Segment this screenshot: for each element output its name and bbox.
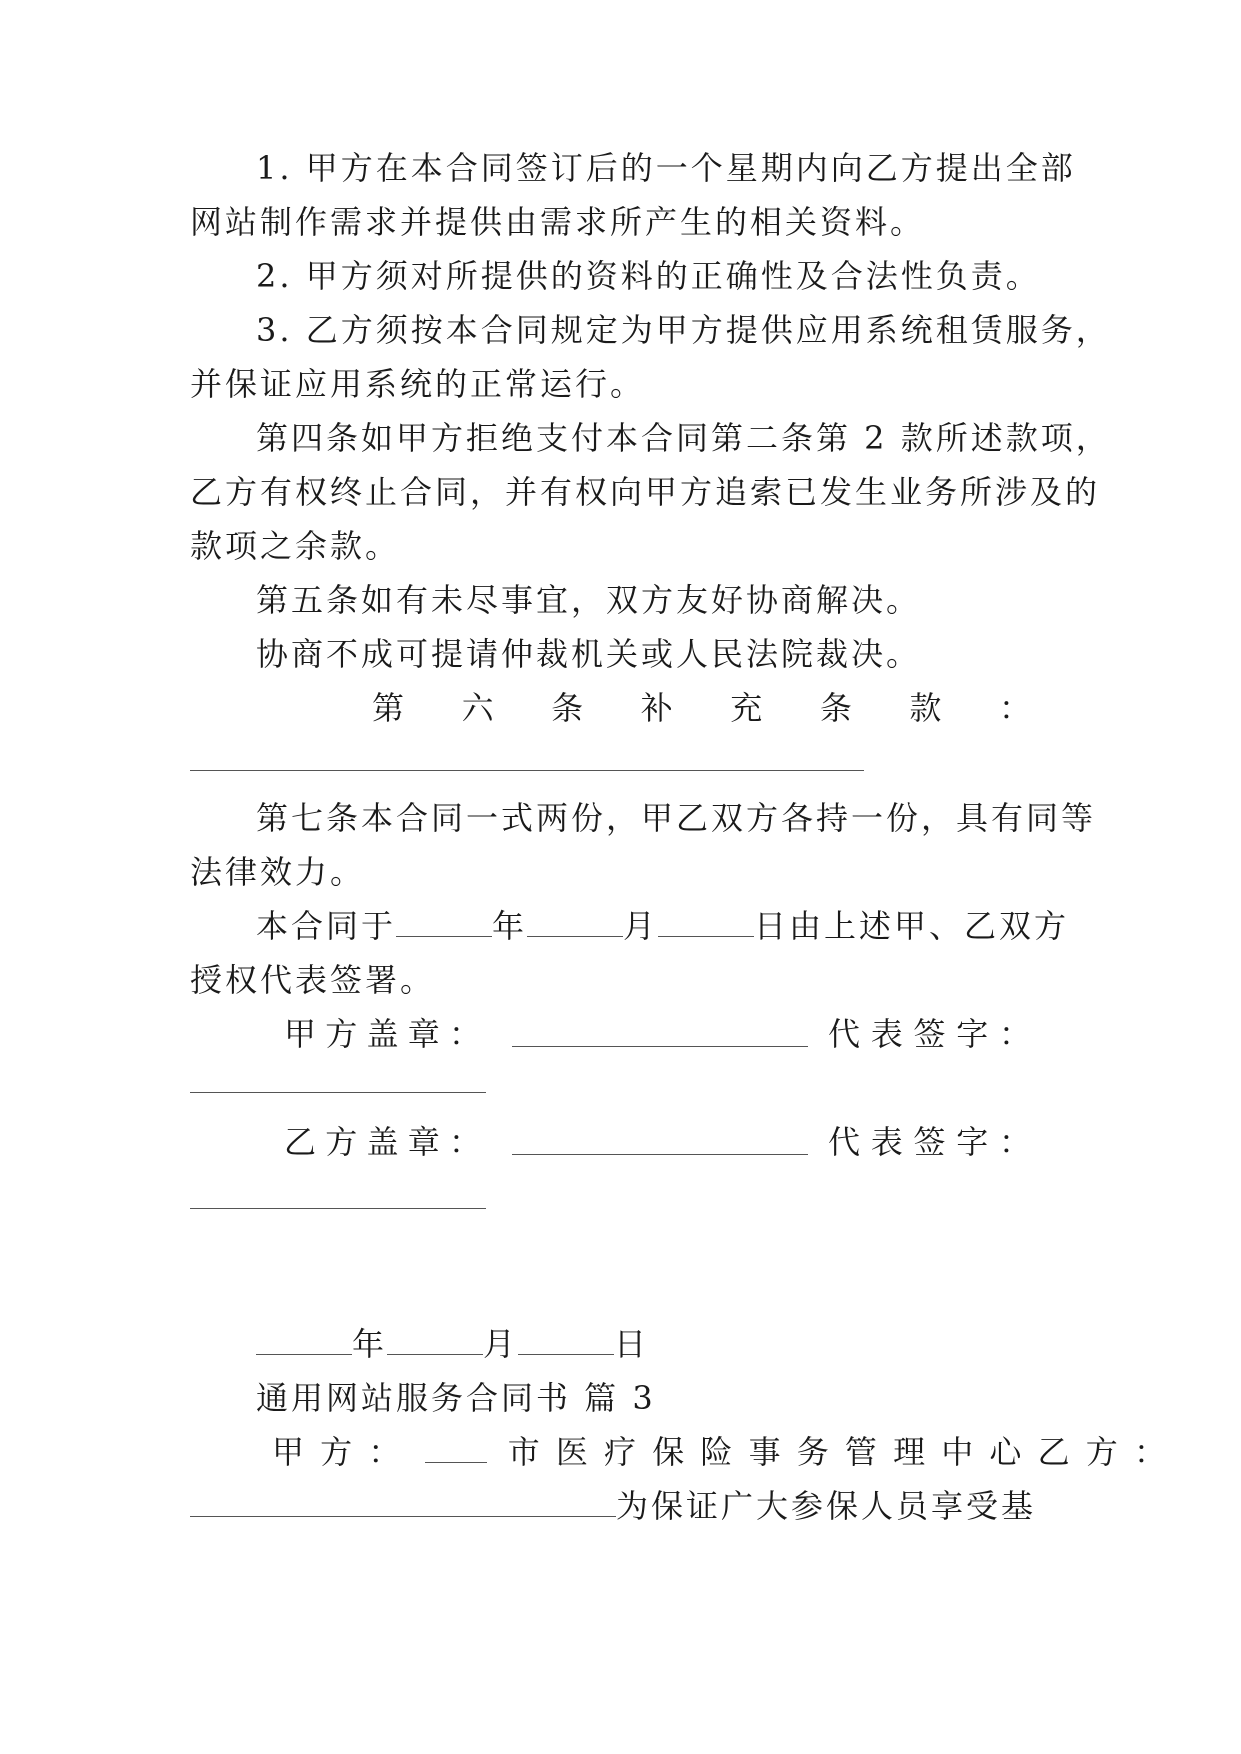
article-6-char: 第 <box>372 689 408 727</box>
party-a-signature-blank <box>190 1092 486 1093</box>
seal-char: 盖 <box>366 1015 402 1053</box>
seal-char: 方 <box>325 1123 361 1161</box>
paragraph-2-line-1: 2. 甲方须对所提供的资料的正确性及合法性负责。 <box>256 257 1041 295</box>
day-label: 日 <box>614 1325 650 1363</box>
article-5-line-2: 协商不成可提请仲裁机关或人民法院裁决。 <box>256 635 922 673</box>
seal-char: 章 <box>407 1015 443 1053</box>
month-label: 月 <box>623 907 659 945</box>
signing-date-suffix: 日由上述甲、乙双方 <box>754 907 1070 945</box>
party-b-seal-blank <box>512 1124 808 1155</box>
day-blank <box>518 1324 614 1355</box>
seal-char: 乙 <box>284 1123 320 1161</box>
article-4-line-1: 第四条如甲方拒绝支付本合同第二条第 2 款所述款项， <box>256 419 1111 457</box>
article-6-blank-line <box>190 770 864 771</box>
seal-char: 甲 <box>284 1015 320 1053</box>
paragraph-1-line-2: 网站制作需求并提供由需求所产生的相关资料。 <box>190 203 926 241</box>
seal-char: ： <box>448 1123 484 1161</box>
party-b-name-blank <box>190 1486 616 1517</box>
paragraph-1-line-1: 1. 甲方在本合同签订后的一个星期内向乙方提出全部 <box>256 149 1076 187</box>
article-6-char: ： <box>998 689 1034 727</box>
article-6-char: 条 <box>551 689 587 727</box>
year-blank <box>396 906 492 937</box>
party-b-seal-label <box>284 1122 484 1162</box>
party-b-signature-blank <box>190 1208 486 1209</box>
article-6-char: 条 <box>819 689 855 727</box>
article-7-line-2: 法律效力。 <box>190 853 366 891</box>
sign-char: 字 <box>956 1123 992 1161</box>
party-b-rep-sign-label <box>828 1122 1034 1162</box>
seal-char: 盖 <box>366 1123 402 1161</box>
day-blank <box>658 906 754 937</box>
year-label: 年 <box>352 1325 388 1363</box>
article-6-heading <box>372 688 1034 728</box>
article-4-line-3: 款项之余款。 <box>190 527 401 565</box>
party-a-seal-blank <box>512 1016 808 1047</box>
paragraph-3-line-2: 并保证应用系统的正常运行。 <box>190 365 646 403</box>
article-6-char: 补 <box>640 689 676 727</box>
party-a-rep-sign-label <box>828 1014 1034 1054</box>
month-blank <box>527 906 623 937</box>
sign-char: 代 <box>828 1015 864 1053</box>
seal-char: ： <box>448 1015 484 1053</box>
last-line-text: 为保证广大参保人员享受基 <box>616 1487 1037 1525</box>
last-line <box>190 1486 1050 1526</box>
sign-char: 代 <box>828 1123 864 1161</box>
sign-char: 签 <box>913 1015 949 1053</box>
article-6-char: 六 <box>461 689 497 727</box>
party-a-seal-label <box>284 1014 484 1054</box>
signing-intro-line-2: 授权代表签署。 <box>190 961 436 999</box>
sign-char: ： <box>998 1123 1034 1161</box>
closing-date-line <box>256 1324 1050 1364</box>
sign-char: 表 <box>870 1123 906 1161</box>
section-title: 通用网站服务合同书 篇 3 <box>256 1379 656 1417</box>
month-blank <box>387 1324 483 1355</box>
parties-line <box>272 1432 1169 1472</box>
sign-char: 签 <box>913 1123 949 1161</box>
party-a-name: 市 医 疗 保 险 事 务 管 理 中 心 乙 方 ： <box>507 1433 1169 1471</box>
sign-char: 字 <box>956 1015 992 1053</box>
seal-char: 方 <box>325 1015 361 1053</box>
paragraph-3-line-1: 3. 乙方须按本合同规定为甲方提供应用系统租赁服务， <box>256 311 1111 349</box>
seal-char: 章 <box>407 1123 443 1161</box>
month-label: 月 <box>483 1325 519 1363</box>
party-a-label: 甲 方 ： <box>272 1433 404 1471</box>
sign-char: 表 <box>870 1015 906 1053</box>
article-7-line-1: 第七条本合同一式两份，甲乙双方各持一份，具有同等 <box>256 799 1097 837</box>
year-blank <box>256 1324 352 1355</box>
city-blank <box>425 1432 487 1463</box>
signing-date-line <box>256 906 1070 946</box>
article-5-line-1: 第五条如有未尽事宜，双方友好协商解决。 <box>256 581 922 619</box>
article-6-char: 充 <box>730 689 766 727</box>
sign-char: ： <box>998 1015 1034 1053</box>
signing-date-prefix: 本合同于 <box>256 907 397 945</box>
article-6-char: 款 <box>909 689 945 727</box>
article-4-line-2: 乙方有权终止合同，并有权向甲方追索已发生业务所涉及的 <box>190 473 1101 511</box>
year-label: 年 <box>492 907 528 945</box>
